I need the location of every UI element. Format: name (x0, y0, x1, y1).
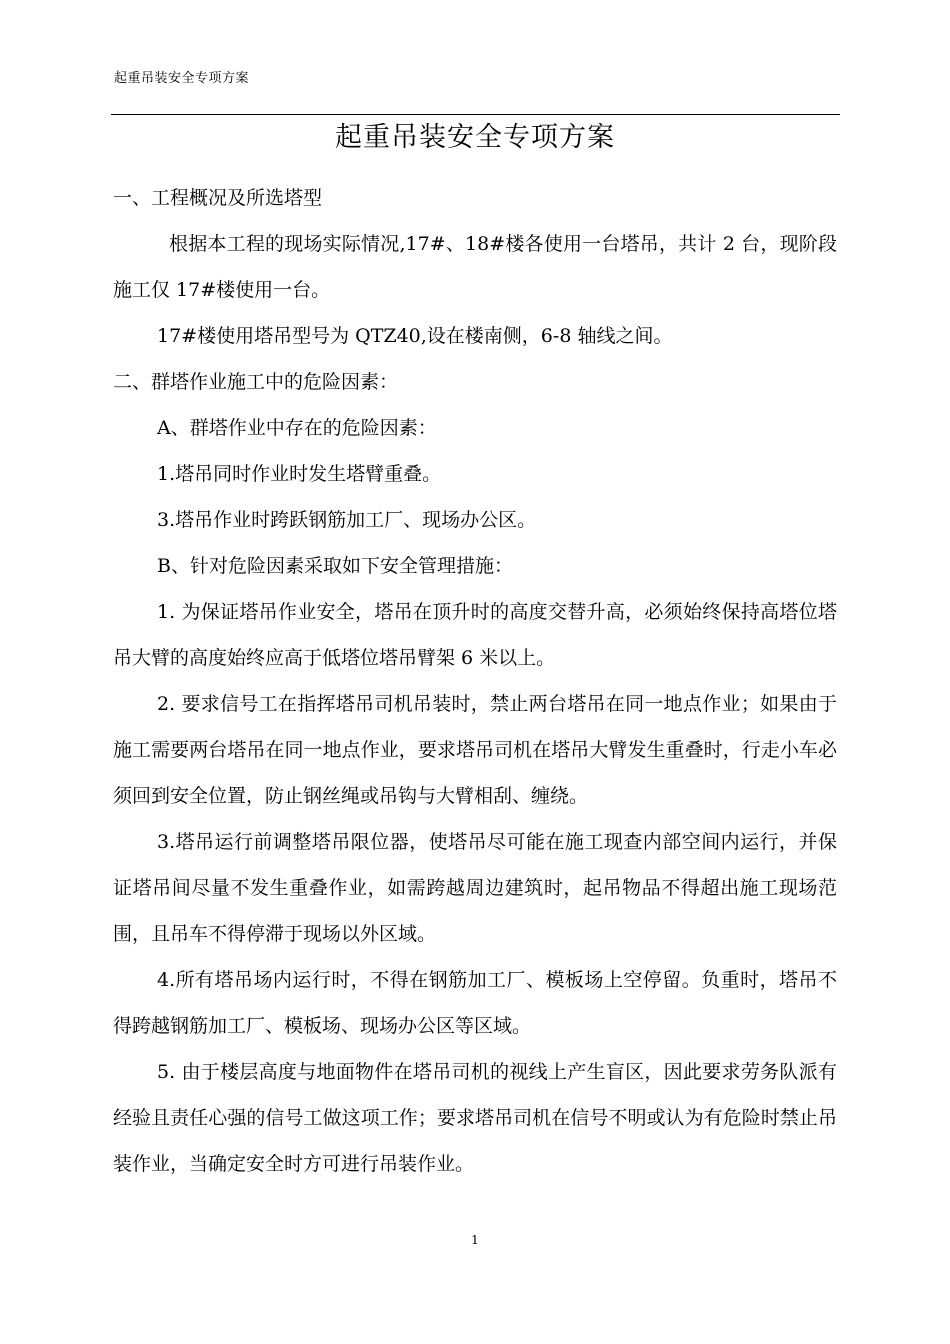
running-header: 起重吊装安全专项方案 (114, 71, 250, 86)
hazard-item-3: 3.塔吊作业时跨跃钢筋加工厂、现场办公区。 (157, 509, 537, 531)
document-title: 起重吊装安全专项方案 (335, 122, 615, 153)
measure-item-1: 1. 为保证塔吊作业安全，塔吊在顶升时的高度交替升高，必须始终保持高塔位塔吊大臂的高度始终应高于低塔位塔吊臂架 6 米以上。 (113, 601, 837, 669)
subheading-a: A、群塔作业中存在的危险因素： (157, 417, 437, 439)
section-heading-1: 一、工程概况及所选塔型 (113, 187, 323, 209)
section-heading-2: 二、群塔作业施工中的危险因素： (113, 371, 399, 393)
subheading-b: B、针对危险因素采取如下安全管理措施： (157, 555, 513, 577)
measure-item-5: 5. 由于楼层高度与地面物件在塔吊司机的视线上产生盲区，因此要求劳务队派有经验且责任心强的信号工做这项工作；要求塔吊司机在信号不明或认为有危险时禁止吊装作业，当确定安全时方可进行吊装作业。 (113, 1061, 837, 1175)
paragraph-crane-model: 17#楼使用塔吊型号为 QTZ40,设在楼南侧，6-8 轴线之间。 (157, 325, 673, 347)
header-rule (111, 114, 840, 115)
measure-item-4: 4.所有塔吊场内运行时，不得在钢筋加工厂、模板场上空停留。负重时，塔吊不得跨越钢筋加工厂、模板场、现场办公区等区域。 (113, 969, 837, 1037)
hazard-item-1: 1.塔吊同时作业时发生塔臂重叠。 (157, 463, 442, 485)
document-body (113, 175, 837, 1187)
paragraph-overview: 根据本工程的现场实际情况,17#、18#楼各使用一台塔吊，共计 2 台，现阶段施工仅 17#楼使用一台。 (113, 233, 837, 301)
measure-item-2: 2. 要求信号工在指挥塔吊司机吊装时，禁止两台塔吊在同一地点作业；如果由于施工需要两台塔吊在同一地点作业，要求塔吊司机在塔吊大臂发生重叠时，行走小车必须回到安全位置，防止钢丝绳或吊钩与大臂相刮、缠绕。 (113, 693, 837, 807)
measure-item-3: 3.塔吊运行前调整塔吊限位器，使塔吊尽可能在施工现查内部空间内运行，并保证塔吊间尽量不发生重叠作业，如需跨越周边建筑时，起吊物品不得超出施工现场范围，且吊车不得停滞于现场以外区域。 (113, 831, 837, 945)
page-number: 1 (471, 1233, 479, 1247)
